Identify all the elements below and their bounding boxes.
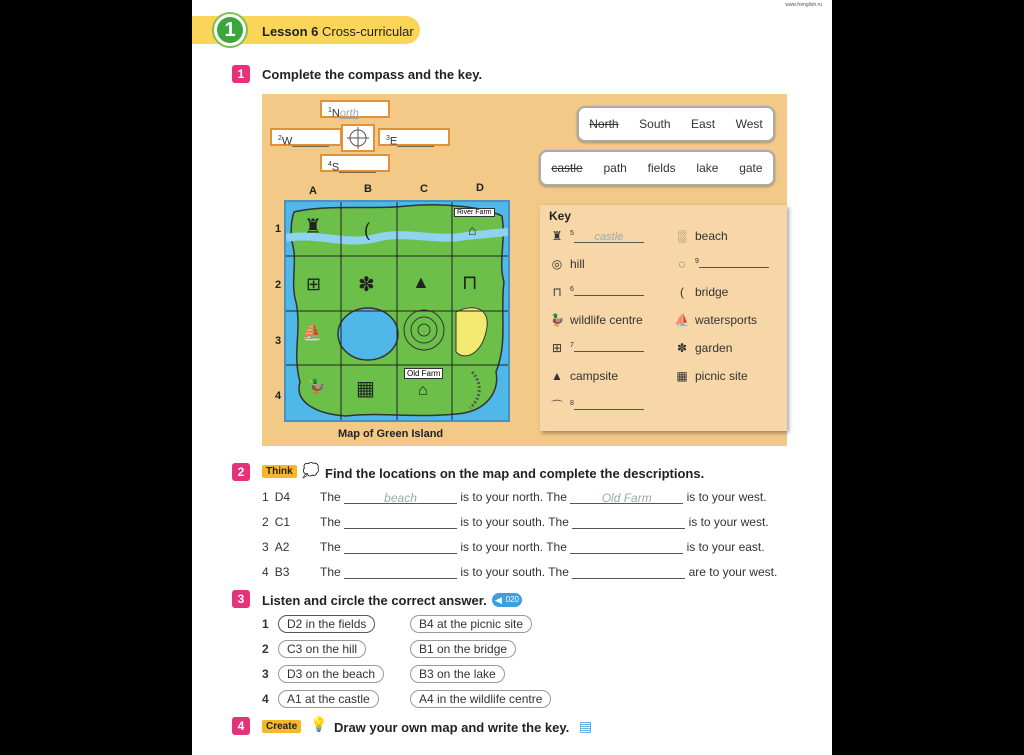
- key-item: [673, 313, 757, 327]
- grid-location: B3: [274, 565, 290, 579]
- flower-map-icon: ✽: [358, 274, 375, 296]
- source-url: www.frenglish.ru: [785, 2, 822, 8]
- grid-location: D4: [274, 490, 291, 504]
- key-item: [673, 369, 748, 383]
- question-number: 4: [262, 692, 269, 706]
- answer-option-b[interactable]: B4 at the picnic site: [410, 615, 532, 633]
- col-label-b: B: [364, 183, 372, 195]
- places-word-box: [539, 150, 775, 186]
- question-number: 2: [262, 642, 269, 656]
- answer-blank[interactable]: Old Farm: [570, 491, 683, 504]
- answer-blank[interactable]: beach: [344, 491, 457, 504]
- map-key-panel: [540, 205, 787, 431]
- key-item-label: picnic site: [695, 369, 748, 383]
- description-number: 2 C1: [262, 515, 291, 529]
- key-item-label: wildlife centre: [570, 313, 643, 327]
- workbook-page: [192, 0, 832, 755]
- description-row: The beach is to your north. The Old Farm is to your west.: [320, 490, 767, 505]
- exercise-1-number: 1: [232, 65, 250, 83]
- answer-option-b[interactable]: A4 in the wildlife centre: [410, 690, 551, 708]
- answer-blank[interactable]: [570, 541, 683, 554]
- grid-location: C1: [274, 515, 291, 529]
- think-bubble-icon: 💭: [302, 462, 320, 478]
- gate-icon: ⊓: [552, 285, 562, 299]
- flower-icon: ✽: [676, 341, 688, 355]
- description-row: The is to your north. The is to your east.: [320, 540, 765, 554]
- key-item: [673, 229, 728, 243]
- key-answer-blank[interactable]: [574, 341, 644, 352]
- key-item: [673, 341, 732, 355]
- hill-icon: ◎: [551, 257, 563, 271]
- exercise-4-number: 4: [232, 717, 250, 735]
- key-item: [548, 313, 643, 327]
- duck-icon: 🦆: [549, 313, 565, 327]
- audio-track-button[interactable]: ◀ 020: [492, 593, 522, 607]
- key-item: ⊓ $^6$: [548, 285, 644, 299]
- old-farm-map-icon: ⌂: [418, 382, 428, 399]
- description-number: 1 D4: [262, 490, 291, 504]
- answer-blank[interactable]: [344, 541, 457, 554]
- row-label-4: 4: [275, 390, 282, 402]
- row-label-3: 3: [275, 335, 282, 347]
- lake-icon: ◌: [678, 257, 686, 271]
- fence-icon: ⊞: [551, 341, 563, 355]
- compass-south-field[interactable]: $^4$S______: [320, 154, 390, 172]
- farm-map-icon: ⌂: [468, 222, 477, 238]
- castle-map-icon: ♜: [304, 216, 322, 238]
- key-item: ⌒ $^8$: [548, 397, 644, 414]
- word-east: East: [691, 117, 716, 131]
- compass-west-field[interactable]: $^2$W______: [270, 128, 342, 146]
- answer-option-b[interactable]: B1 on the bridge: [410, 640, 516, 658]
- word-path: path: [603, 161, 627, 175]
- exercise-4-title: Draw your own map and write the key.: [334, 720, 570, 735]
- picnic-map-icon: ▦: [356, 378, 375, 400]
- key-item-label: campsite: [570, 369, 619, 383]
- lesson-subject: Cross-curricular: [321, 24, 414, 39]
- key-item: [548, 257, 585, 271]
- description-number: 4 B3: [262, 565, 290, 579]
- sailboat-map-icon: ⛵: [302, 324, 322, 341]
- key-title: Key: [549, 209, 572, 223]
- map-caption: Map of Green Island: [338, 428, 444, 440]
- lightbulb-icon: 💡: [310, 716, 328, 732]
- col-label-d: D: [476, 182, 484, 194]
- beach-icon: ░: [677, 229, 687, 243]
- answer-option-a[interactable]: A1 at the castle: [278, 690, 379, 708]
- notebook-icon: ▤: [579, 718, 593, 734]
- answer-blank[interactable]: [344, 566, 457, 579]
- key-item-label: bridge: [695, 285, 729, 299]
- word-gate: gate: [739, 161, 763, 175]
- bridge-icon: (: [680, 285, 684, 299]
- lesson-label: Lesson 6: [262, 24, 319, 39]
- key-item: [548, 369, 618, 383]
- river-farm-label: River Farm: [454, 208, 495, 217]
- duck-map-icon: 🦆: [308, 378, 326, 394]
- compass-east-field[interactable]: $^3$E______: [378, 128, 450, 146]
- key-answer-blank[interactable]: castle: [574, 232, 644, 243]
- key-item-label: watersports: [695, 313, 758, 327]
- description-row: The is to your south. The are to your west.: [320, 565, 778, 579]
- description-number: 3 A2: [262, 540, 290, 554]
- path-icon: ⌒: [550, 399, 563, 413]
- create-tag: Create: [262, 720, 301, 733]
- word-lake: lake: [696, 161, 719, 175]
- word-castle: castle: [551, 161, 583, 175]
- island-map: [284, 200, 510, 422]
- exercise-1-title: Complete the compass and the key.: [262, 67, 483, 82]
- exercise-3-title: Listen and circle the correct answer.: [262, 593, 487, 608]
- bridge-map-icon: (: [364, 220, 370, 240]
- tent-map-icon: ▲: [412, 272, 430, 292]
- answer-option-a[interactable]: C3 on the hill: [278, 640, 366, 658]
- col-label-c: C: [420, 183, 428, 195]
- key-answer-blank[interactable]: [574, 285, 644, 296]
- old-farm-label: Old Farm: [404, 368, 443, 379]
- lesson-title: [262, 24, 414, 39]
- answer-option-a[interactable]: D3 on the beach: [278, 665, 384, 683]
- key-item: ⊞ $^7$: [548, 341, 644, 355]
- answer-option-a[interactable]: D2 in the fields: [278, 615, 375, 633]
- word-fields: fields: [647, 161, 676, 175]
- lesson-number-badge: 1: [212, 12, 248, 48]
- description-row: The is to your south. The is to your west.: [320, 515, 769, 529]
- word-west: West: [735, 117, 763, 131]
- map-panel: [262, 94, 787, 446]
- sailboat-icon: ⛵: [674, 313, 690, 327]
- row-label-1: 1: [275, 223, 282, 235]
- exercise-2-title: Find the locations on the map and complete the descriptions.: [325, 466, 705, 481]
- answer-blank[interactable]: [572, 516, 685, 529]
- answer-blank[interactable]: [344, 516, 457, 529]
- word-north: North: [589, 117, 619, 131]
- key-item-label: garden: [695, 341, 733, 355]
- gate-map-icon: ⊓: [462, 272, 478, 294]
- question-number: 3: [262, 667, 269, 681]
- col-label-a: A: [309, 185, 317, 197]
- directions-word-box: [577, 106, 775, 142]
- row-label-2: 2: [275, 279, 282, 291]
- question-number: 1: [262, 617, 269, 631]
- key-item: ◌ $^9$: [673, 257, 769, 271]
- key-item-label: hill: [570, 257, 585, 271]
- key-item: ♜ $^5$ castle: [548, 229, 644, 243]
- key-item-label: beach: [695, 229, 728, 243]
- fence-map-icon: ⊞: [306, 274, 322, 294]
- answer-blank[interactable]: [572, 566, 685, 579]
- exercise-3-number: 3: [232, 590, 250, 608]
- word-south: South: [639, 117, 671, 131]
- compass-rose-icon: [341, 124, 375, 152]
- picnic-icon: ▦: [676, 369, 688, 383]
- speaker-icon: ◀: [495, 595, 502, 605]
- exercise-2-number: 2: [232, 463, 250, 481]
- compass-north-field[interactable]: $^1$North: [320, 100, 390, 118]
- key-answer-blank[interactable]: [574, 399, 644, 410]
- key-item: [673, 285, 728, 299]
- castle-icon: ♜: [551, 229, 563, 243]
- grid-location: A2: [274, 540, 290, 554]
- answer-option-b[interactable]: B3 on the lake: [410, 665, 505, 683]
- tent-icon: ▲: [551, 369, 563, 383]
- think-tag: Think: [262, 465, 297, 478]
- key-answer-blank[interactable]: [699, 257, 769, 268]
